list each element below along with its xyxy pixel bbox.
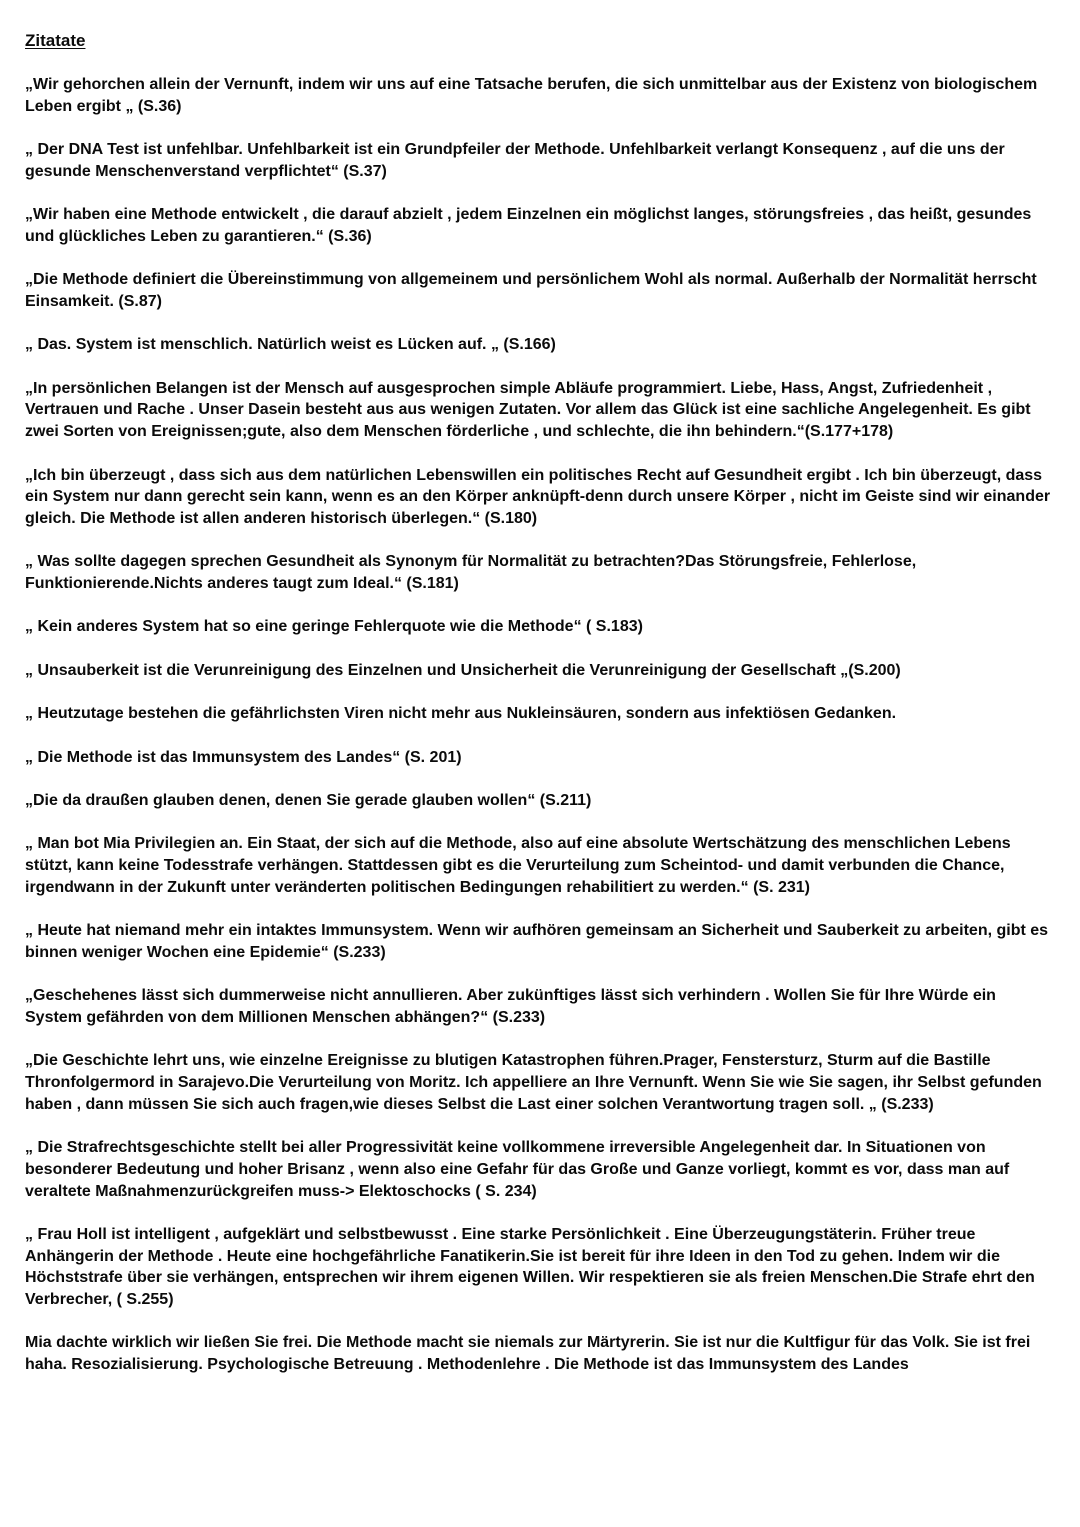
quote-paragraph: „Ich bin überzeugt , dass sich aus dem natürlichen Lebenswillen ein politisches Recht auf Gesundheit ergibt . Ich bin überzeugt, dass ein System nur dann gerecht sein kann, wenn es an den Körper anknüpft-denn durch unsere Körper , nicht im Geiste sind wir einander gleich. Die Methode ist allen anderen historisch überlegen.“ (S.180) xyxy=(25,466,1051,527)
document-title: Zitatate xyxy=(25,31,86,50)
quote-paragraph: „Die Methode definiert die Übereinstimmung von allgemeinem und persönlichem Wohl als normal. Außerhalb der Normalität herrscht Einsamkeit. (S.87) xyxy=(25,271,1037,310)
quote-paragraph: „ Heutzutage bestehen die gefährlichsten Viren nicht mehr aus Nukleinsäuren, sondern aus infektiösen Gedanken. xyxy=(25,705,897,723)
quote-paragraph: „ Man bot Mia Privilegien an. Ein Staat, der sich auf die Methode, also auf eine absolute Wertschätzung des menschlichen Lebens stützt, kann keine Todesstrafe verhängen. Stattdessen gibt es die Verurteilung zum Scheintod- und damit verbunden die Chance, irgendwann in der Zukunft unter veränderten politischen Bedingungen rehabilitiert zu werden.“ (S. 231) xyxy=(25,835,1011,896)
quote-paragraph: „ Heute hat niemand mehr ein intaktes Immunsystem. Wenn wir aufhören gemeinsam an Sicherheit und Sauberkeit zu arbeiten, gibt es binnen weniger Wochen eine Epidemie“ (S.233) xyxy=(25,922,1049,961)
quote-paragraph: „ Das. System ist menschlich. Natürlich weist es Lücken auf. „ (S.166) xyxy=(25,336,556,354)
quote-paragraph: „ Frau Holl ist intelligent , aufgeklärt und selbstbewusst . Eine starke Persönlichkeit . Eine Überzeugungstäterin. Früher treue Anhängerin der Methode . Heute eine hochgefährliche Fanatikerin.Sie ist bereit für ihre Ideen in den Tod zu gehen. Indem wir die Höchststrafe über sie verhängen, entsprechen wir ihrem eigenen Willen. Wir respektieren sie als freien Menschen.Die Strafe ehrt den Verbrecher, ( S.255) xyxy=(25,1225,1035,1309)
quote-paragraph: „Die Geschichte lehrt uns, wie einzelne Ereignisse zu blutigen Katastrophen führen.Prager, Fenstersturz, Sturm auf die Bastille Thronfolgermord in Sarajevo.Die Verurteilung von Moritz. Ich appelliere an Ihre Vernunft. Wenn Sie wie Sie sagen, ihr Selbst gefunden haben , dann müssen Sie sich auch fragen,wie dieses Selbst die Last einer solchen Verantwortung tragen soll. „ (S.233) xyxy=(25,1052,1042,1113)
quote-paragraph: „ Unsauberkeit ist die Verunreinigung des Einzelnen und Unsicherheit die Verunreinigung der Gesellschaft „(S.200) xyxy=(25,661,901,679)
quote-paragraph: „Wir gehorchen allein der Vernunft, indem wir uns auf eine Tatsache berufen, die sich unmittelbar aus der Existenz von biologischem Leben ergibt „ (S.36) xyxy=(25,76,1038,115)
quote-paragraph: „ Was sollte dagegen sprechen Gesundheit als Synonym für Normalität zu betrachten?Das Störungsfreie, Fehlerlose, Funktionierende.Nichts anderes taugt zum Ideal.“ (S.181) xyxy=(25,553,917,593)
quote-paragraph: „Geschehenes lässt sich dummerweise nicht annullieren. Aber zukünftiges lässt sich verhindern . Wollen Sie für Ihre Würde ein System gefährden von dem Millionen Menschen abhängen?“ (S.233) xyxy=(25,987,996,1026)
quote-paragraph: „ Die Strafrechtsgeschichte stellt bei aller Progressivität keine vollkommene irreversible Angelegenheit dar. In Situationen von besonderer Bedeutung und hoher Brisanz , wenn also eine Gefahr für das Große und Ganze vorliegt, kommt es vor, dass man auf veraltete Maßnahmenzurückgreifen muss-> Elektoschocks ( S. 234) xyxy=(25,1139,1010,1200)
quote-paragraph: „Wir haben eine Methode entwickelt , die darauf abzielt , jedem Einzelnen ein möglichst langes, störungsfreies , das heißt, gesundes und glückliches Leben zu garantieren.“ (S.36) xyxy=(25,206,1032,245)
closing-note: Mia dachte wirklich wir ließen Sie frei. Die Methode macht sie niemals zur Märtyrerin. Sie ist nur die Kultfigur für das Volk. Sie ist frei haha. Resozialisierung. Psychologische Betreuung . Methodenlehre . Die Methode ist das Immunsystem des Landes xyxy=(25,1334,1031,1374)
document-page xyxy=(25,30,1055,1398)
quote-paragraph: „Die da draußen glauben denen, denen Sie gerade glauben wollen“ (S.211) xyxy=(25,792,592,810)
quote-paragraph: „ Die Methode ist das Immunsystem des Landes“ (S. 201) xyxy=(25,748,462,766)
quote-paragraph: „ Kein anderes System hat so eine geringe Fehlerquote wie die Methode“ ( S.183) xyxy=(25,618,643,636)
quote-paragraph: „ Der DNA Test ist unfehlbar. Unfehlbarkeit ist ein Grundpfeiler der Methode. Unfehlbarkeit verlangt Konsequenz , auf die uns der gesunde Menschenverstand verpflichtet“ (S.37) xyxy=(25,141,1005,180)
quote-paragraph: „In persönlichen Belangen ist der Mensch auf ausgesprochen simple Abläufe programmiert. Liebe, Hass, Angst, Zufriedenheit , Vertrauen und Rache . Unser Dasein besteht aus aus wenigen Zutaten. Vor allem das Glück ist eine sachliche Angelegenheit. Es gibt zwei Sorten von Ereignissen;gute, also dem Menschen förderliche , und schlechte, die ihn behindern.“(S.177+178) xyxy=(25,379,1031,441)
